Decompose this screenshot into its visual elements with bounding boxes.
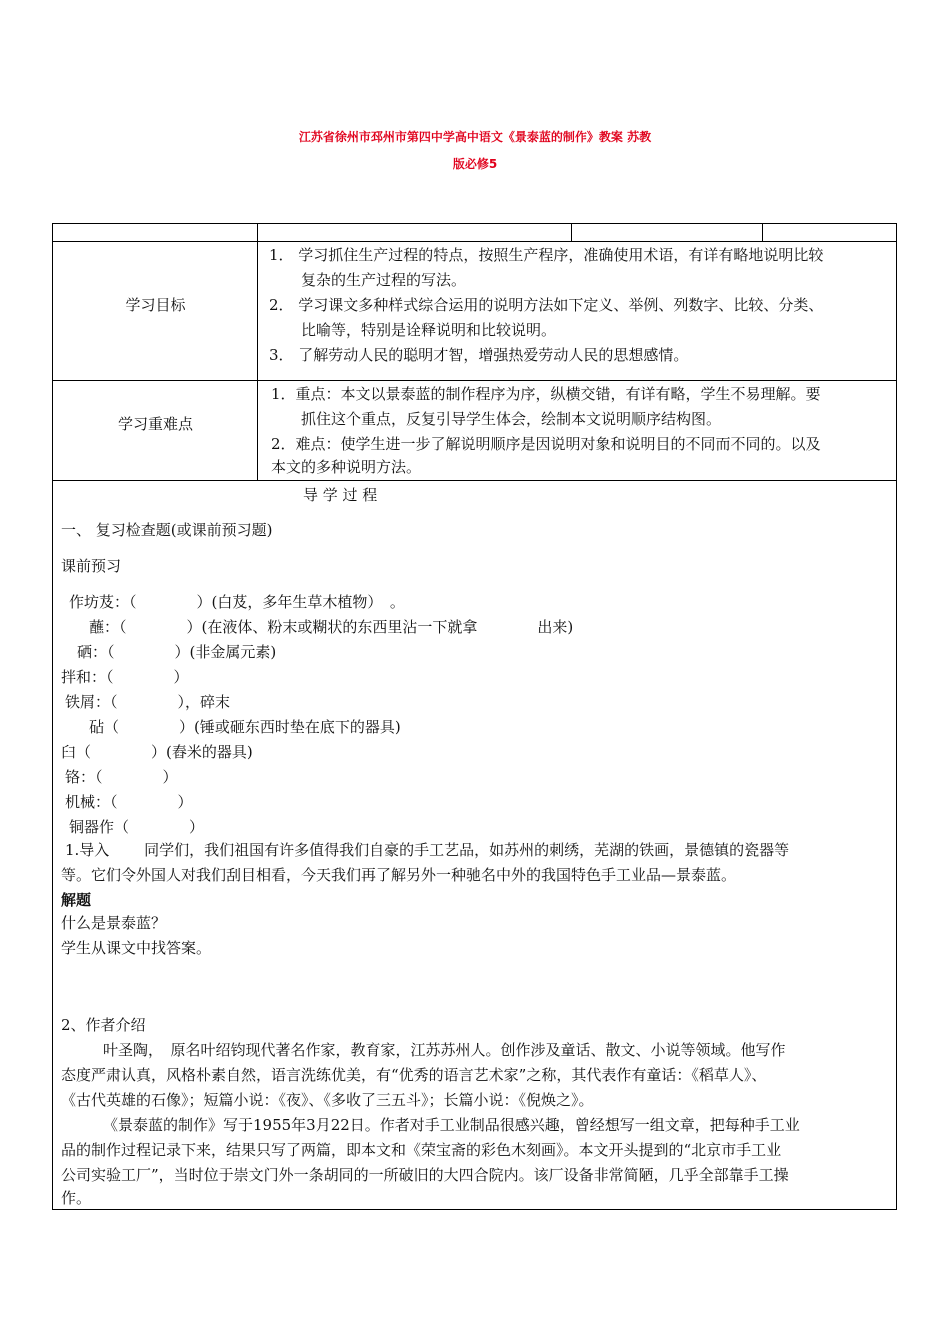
preview-label: 课前预习 (61, 557, 122, 575)
work-paragraph: 品的制作过程记录下来，结果只写了两篇，即本文和《荣宝斋的彩色木刻画》。本文开头提到的“北京市手工业 (61, 1141, 782, 1159)
keypoint-line: 本文的多种说明方法。 (271, 458, 422, 476)
section-heading: 2、作者介绍 (61, 1016, 146, 1034)
goal-line: 复杂的生产过程的写法。 (301, 271, 467, 289)
intro-text: 等。它们令外国人对我们刮目相看，今天我们再了解另外一种驰名中外的我国特色手工业品—景泰蓝。 (61, 866, 737, 884)
question-text: 什么是景泰蓝？ (61, 914, 167, 932)
process-heading: 导 学 过 程 (303, 486, 378, 504)
goal-line: 1． 学习抓住生产过程的特点，按照生产程序，准确使用术语，有详有略地说明比较 (269, 246, 824, 264)
goals-label: 学习目标 (125, 296, 186, 314)
row-divider (53, 241, 896, 242)
work-paragraph: 《景泰蓝的制作》写于1955年3月22日。作者对手工业制品很感兴趣，曾经想写一组文章，把每种手工业 (103, 1116, 800, 1134)
author-paragraph: 态度严肃认真，风格朴素自然，语言洗练优美，有“优秀的语言艺术家”之称，其代表作有童话：《稻草人》、 (61, 1066, 767, 1084)
keypoint-line: 1．重点：本文以景泰蓝的制作程序为序，纵横交错，有详有略，学生不易理解。要 (271, 385, 821, 403)
vocab-item: 机械：（ ） (65, 793, 193, 811)
vocab-item: 拌和：（ ） (61, 668, 189, 686)
document-title-line2: 版必修5 (452, 157, 498, 171)
author-paragraph: 叶圣陶， 原名叶绍钧现代著名作家，教育家，江苏苏州人。创作涉及童话、散文、小说等领域。他写作 (103, 1041, 786, 1059)
keypoint-line: 抓住这个重点，反复引导学生体会，绘制本文说明顺序结构图。 (301, 410, 722, 428)
intro-text: 1.导入 同学们，我们祖国有许多值得我们自豪的手工艺品，如苏州的刺绣，芜湖的铁画，景德镇的瓷器等 (65, 841, 790, 859)
vocab-item: 铁屑：（ ），碎末 (65, 693, 231, 711)
column-divider (257, 241, 258, 480)
author-paragraph: 《古代英雄的石像》；短篇小说：《夜》、《多收了三五斗》；长篇小说：《倪焕之》。 (61, 1091, 594, 1109)
header-divider (762, 224, 763, 242)
keypoint-line: 2．难点：使学生进一步了解说明顺序是因说明对象和说明目的不同而不同的。以及 (271, 435, 821, 453)
header-divider (571, 224, 572, 242)
row-divider (53, 380, 896, 381)
vocab-item: 作坊芨：（ ）(白芨，多年生草木植物） 。 (69, 593, 405, 611)
vocab-item: 铜器作（ ） (69, 818, 205, 836)
vocab-item: 蘸：（ ）(在液体、粉末或糊状的东西里沾一下就拿 出来) (89, 618, 574, 636)
section-heading: 一、 复习检查题(或课前预习题) (61, 521, 273, 539)
vocab-item: 臼（ ）(舂米的器具) (61, 743, 253, 761)
goal-line: 2． 学习课文多种样式综合运用的说明方法如下定义、举例、列数字、比较、分类、 (269, 296, 824, 314)
row-divider (53, 480, 896, 481)
work-paragraph: 作。 (61, 1189, 92, 1207)
vocab-item: 砧（ ）(锤或砸东西时垫在底下的器具) (89, 718, 401, 736)
answer-text: 学生从课文中找答案。 (61, 939, 212, 957)
jieti-heading: 解题 (61, 891, 92, 909)
keypoints-label: 学习重难点 (117, 415, 193, 433)
vocab-item: 铬：（ ） (65, 768, 178, 786)
goal-line: 比喻等，特别是诠释说明和比较说明。 (301, 321, 557, 339)
vocab-item: 硒：（ ）(非金属元素) (77, 643, 277, 661)
goal-line: 3． 了解劳动人民的聪明才智，增强热爱劳动人民的思想感情。 (269, 346, 689, 364)
work-paragraph: 公司实验工厂”，当时位于崇文门外一条胡同的一所破旧的大四合院内。该厂设备非常简陋，几乎全部靠手工操 (61, 1166, 789, 1184)
lesson-table (52, 223, 897, 1210)
header-divider (257, 224, 258, 242)
document-title: 江苏省徐州市邳州市第四中学高中语文《景泰蓝的制作》教案 苏教 (298, 130, 652, 144)
